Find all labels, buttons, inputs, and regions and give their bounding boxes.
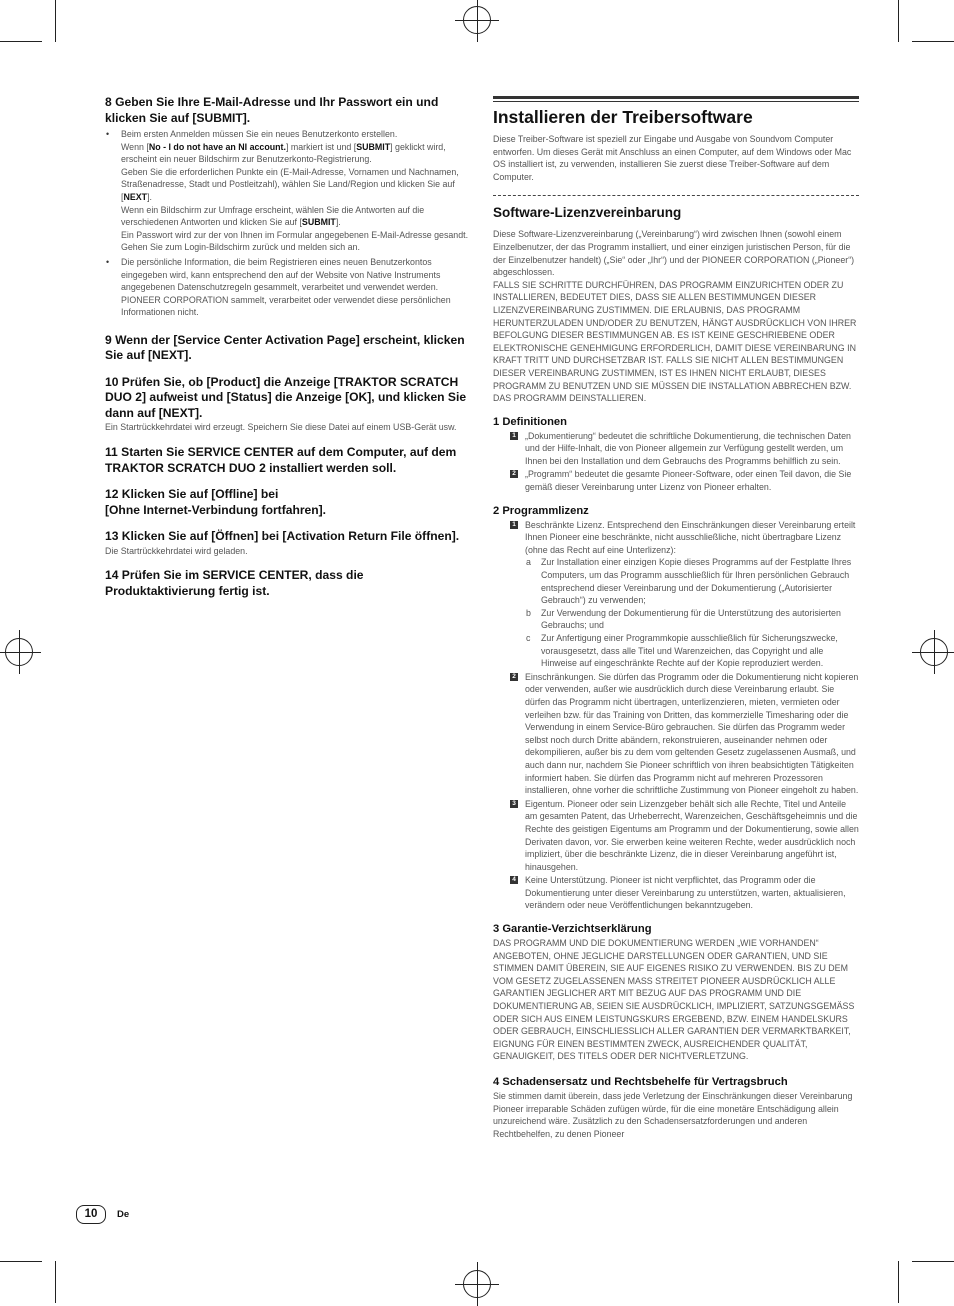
clause-2-4: 4 Keine Unterstützung. Pioneer ist nicht verpflichtet, das Programm oder die Dokumentierung unter dieser Vereinbarung zu unterstützen, warten, aktualisieren, verändern oder neue Veröffentlichungen bekanntzugeben. [493, 874, 859, 912]
number-box: 1 [510, 521, 518, 529]
clause-2-3: 3 Eigentum. Pioneer oder sein Lizenzgeber behält sich alle Rechte, Titel und Anteile am gesamten Patent, das Urheberrecht, Warenzeichen, Geschäftsgeheimnis und die Rechte des geistigen Eigentums am Programm und der Dokumentierung, sowie allen Derivaten davon, vor. Sie erwerben keine weiteren Rechte, weder ausdrücklich noch impliziert, über die beschränkte Lizenz, die in dieser Vereinbarung angeführt ist, hinausgehen. [493, 798, 859, 874]
step-8-bullet-privacy [105, 256, 470, 319]
number-box: 4 [510, 876, 518, 884]
clause-2-heading: 2 Programmlizenz [493, 504, 589, 517]
clause-4-heading: 4 Schadensersatz und Rechtsbehelfe für Vertragsbruch [493, 1076, 788, 1088]
clause-2-1-c: c Zur Anfertigung einer Programmkopie ausschließlich für Sicherungszwecke, vorausgesetzt, dass alle Titel und Warenzeichen, das Copyright und alle Hinweise auf eingeschränkte Rechte auf der Kopie reproduziert werden. [526, 633, 838, 669]
list-letter: b [526, 607, 531, 618]
registration-mark-left [5, 638, 33, 666]
language-code: De [117, 1209, 130, 1220]
step-13-note: Die Startrückkehrdatei wird geladen. [105, 545, 248, 556]
clause-3-text: DAS PROGRAMM UND DIE DOKUMENTIERUNG WERDEN „WIE VORHANDEN“ ANGEBOTEN, OHNE JEGLICHE DARSTELLUNGEN ODER GARANTIEN, UND SIE STIMMEN DAMIT ÜBEREIN, SIE AUF EIGENES RISIKO ZU VERWENDEN. BIS ZU DEM VOM GESETZ ZUGELASSENEN MASS STREITET PIONEER AUSDRÜCKLICH ALLE GARANTIEN JEGLICHER ART MIT BEZUG AUF DAS PROGRAMM UND DIE DOKUMENTIERUNG AB, SEIEN SIE AUSDRÜCKLICH, IMPLIZIERT, SATZUNGSGEMÄSS ODER SICH AUS EINEM LEISTUNGSKURS ERGEBEND, BZW. EINEM HANDELSKURS ODER GEBRAUCH, EINSCHLIESSLICH ALLER GARANTIEN DER VERMARKTBARKEIT, EIGNUNG FÜR EINEN BESTIMMTEN ZWECK, AUSREICHENDER QUALITÄT, GENAUIGKEIT, DES TITELS ODER DER NICHTVERLETZUNG. [493, 938, 855, 1062]
step-10-note: Ein Startrückkehrdatei wird erzeugt. Speichern Sie diese Datei auf einem USB-Gerät usw. [105, 422, 457, 433]
page-title: Installieren der Treibersoftware [493, 107, 753, 127]
step-14-heading: 14 Prüfen Sie im SERVICE CENTER, dass die Produktaktivierung fertig ist. [105, 568, 364, 598]
clause-1-2: 2 „Programm“ bedeutet die gesamte Pioneer-Software, oder einen Teil davon, die Sie gemäß dieser Vereinbarung unter Lizenz von Pioneer erhalten. [493, 468, 859, 493]
title-rule-thin [493, 101, 859, 102]
list-letter: c [526, 633, 531, 643]
right-column [493, 96, 859, 1140]
number-box: 2 [510, 673, 518, 681]
clause-2-1-a: a Zur Installation einer einzigen Kopie dieses Programms auf der Festplatte Ihres Computers, um das Programm ausschließlich für Ihren persönlichen Gebrauch entsprechend dieser Vereinbarung und der Dokumentierung („Autorisierter Gebrauch“) zu verwenden; [526, 557, 852, 606]
number-box: 2 [510, 470, 518, 478]
step-12-heading: 12 Klicken Sie auf [Offline] bei [Ohne Internet-Verbindung fortfahren]. [105, 487, 327, 517]
number-box: 3 [510, 800, 518, 808]
license-caps: FALLS SIE SCHRITTE DURCHFÜHREN, DAS PROGRAMM EINZURICHTEN ODER ZU INSTALLIEREN, BEDEUTET DIES, DASS SIE ALLEN BESTIMMUNGEN DIESER LIZENZVEREINBARUNG ZUSTIMMEN. DIE ERLAUBNIS, DAS PROGRAMM HERUNTERZULADEN UND/ODER ZU BENUTZEN, HÄNGT AUSDRÜCKLICH VON IHRER BEFOLGUNG DIESER BESTIMMUNGEN AB. ES IST KEINE GESCHRIEBENE ODER ELEKTRONISCHE GENEHMIGUNG ERFORDERLICH, DAMIT DIESE VEREINBARUNG IN KRAFT TRITT UND DURCHSETZBAR IST. FALLS SIE NICHT ALLEN BESTIMMUNGEN DIESER VEREINBARUNG ZUSTIMMEN, IST ES IHNEN NICHT ERLAUBT, DIESES PROGRAMM ZU BENUTZEN UND SIE MÜSSEN DIE INSTALLATION ABBRECHEN BZW. DAS PROGRAMM DEINSTALLIEREN. [493, 279, 857, 404]
step-9-heading: 9 Wenn der [Service Center Activation Page] erscheint, klicken Sie auf [NEXT]. [105, 332, 465, 363]
clause-2-2: 2 Einschränkungen. Sie dürfen das Programm oder die Dokumentierung nicht kopieren oder verwenden, außer wie ausdrücklich durch diese Vereinbarung erlaubt. Sie dürfen das Programm nicht übertragen, unterlizenzieren, mieten, vermieten oder verleihen bzw. für das Training von Dritten, das kommerzielle Timesharing oder die Verwendung in einem Service-Büro gebrauchen. Sie dürfen das Programm weder selbst noch durch Dritte abändern, rekonstruieren, auseinander nehmen oder dekompilieren, außer bis zu dem vom geltenden Gesetz zugelassenen Ausmaß, und auch dann nur, nachdem Sie Pioneer schriftlich von ihren beabsichtigten Tätigkeiten informiert haben. Sie dürfen das Programm nicht auf mehreren Prozessoren installieren, ohne vorher die schriftliche Zustimmung von Pioneer eingeholt zu haben. [493, 671, 859, 797]
step-8-heading: 8 Geben Sie Ihre E-Mail-Adresse und Ihr Passwort ein und klicken Sie auf [SUBMIT]. [105, 95, 439, 125]
bullet-text: Wenn [No - I do not have an NI account.] markiert ist und [SUBMIT] geklickt wird, erscheint ein neuer Bildschirm zur Benutzerkonto-Registrierung. [121, 141, 446, 165]
page-number: 10 [76, 1205, 106, 1224]
section-heading: Software-Lizenzvereinbarung [493, 205, 682, 221]
intro-paragraph: Diese Treiber-Software ist speziell zur Eingabe und Ausgabe von Soundvom Computer entworfen. Um dieses Gerät mit Anschluss an einen Computer, auf dem Windows oder Mac OS installiert ist, zu verwenden, installieren Sie zuerst diese Treiber-Software auf dem Computer. [493, 134, 852, 182]
bullet-text: PIONEER CORPORATION sammelt, verarbeitet oder verwendet diese persönlichen Informationen nicht. [121, 294, 451, 318]
clause-2-1-b: b Zur Verwendung der Dokumentierung für die Unterstützung des autorisierten Gebrauchs; und [526, 607, 841, 631]
list-letter: a [526, 557, 531, 568]
clause-4-text: Sie stimmen damit überein, dass jede Verletzung der Einschränkungen dieser Vereinbarung Pioneer irreparable Schäden zufügen würde, für die eine monetäre Entschädigung allein unzureichend wäre. Zusätzlich zu den Schadensersatzforderungen und anderen Rechtbehelfen, zu denen Pioneer [493, 1091, 853, 1139]
step-11-heading: 11 Starten Sie SERVICE CENTER auf dem Computer, auf dem TRAKTOR SCRATCH DUO 2 installiert werden soll. [105, 445, 457, 475]
bullet-text: Geben Sie die erforderlichen Punkte ein (E-Mail-Adresse, Vornamen und Nachnamen, Straßenadresse, Stadt und Postleitzahl), wählen Sie Land/Region und klicken Sie auf [NEXT]. [121, 166, 459, 202]
step-10-heading: 10 Prüfen Sie, ob [Product] die Anzeige [TRAKTOR SCRATCH DUO 2] aufweist und [Status] die Anzeige [OK], und klicken Sie dann auf [NEXT]. [105, 374, 467, 420]
title-rule [493, 96, 859, 99]
step-8-bullet-account [105, 128, 470, 254]
number-box: 1 [510, 432, 518, 440]
bullet-text: • Beim ersten Anmelden müssen Sie ein neues Benutzerkonto erstellen. [121, 129, 398, 139]
left-column [105, 95, 470, 599]
step-13-heading: 13 Klicken Sie auf [Öffnen] bei [Activation Return File öffnen]. [105, 529, 460, 543]
bullet-text: Wenn ein Bildschirm zur Umfrage erscheint, wählen Sie die Antworten auf die verschiedenen Antworten und klicken Sie auf [SUBMIT]. [121, 204, 425, 228]
clause-3-heading: 3 Garantie-Verzichtserklärung [493, 923, 652, 936]
bullet-text: Ein Passwort wird zur der von Ihnen im Formular angegebenen E-Mail-Adresse gesandt. Gehen Sie zum Login-Bildschirm zurück und melden sich an. [121, 229, 469, 253]
clause-1-1: 1 „Dokumentierung“ bedeutet die schriftliche Dokumentierung, die technischen Daten und der Hilfe-Inhalt, die von Pioneer allgemein zur Verfügung gestellt werden, um Ihnen bei den Installation und dem Gebrauchs des Programms behilflich zu sein. [493, 430, 859, 468]
registration-mark-right [920, 638, 948, 666]
section-divider [493, 195, 859, 196]
license-intro: Diese Software-Lizenzvereinbarung („Vereinbarung“) wird zwischen Ihnen (sowohl einem Einzelbenutzer, der das Programm installiert, und einer einzigen juristischen Person, für die der Einzelbenutzer handelt) („Sie“ oder „Ihr“) und der PIONEER CORPORATION („Pioneer“) abgeschlossen. [493, 229, 855, 278]
clause-2-1: 1 Beschränkte Lizenz. Entsprechend den Einschränkungen dieser Vereinbarung erteilt Ihnen Pioneer eine beschränkte, nicht ausschließliche, nicht übertragbare Lizenz (ohne das Recht auf eine Unterlizenz): [493, 519, 859, 557]
bullet-text: • Die persönliche Information, die beim Registrieren eines neuen Benutzerkontos eingegeben wird, kann entsprechend den auf der Website von Native Instruments angegebenen Datenschutzregeln gesammelt, verarbeitet und verwendet werden. [121, 256, 441, 293]
registration-mark-top [463, 6, 491, 34]
clause-1-heading: 1 Definitionen [493, 415, 567, 428]
registration-mark-bottom [463, 1270, 491, 1298]
